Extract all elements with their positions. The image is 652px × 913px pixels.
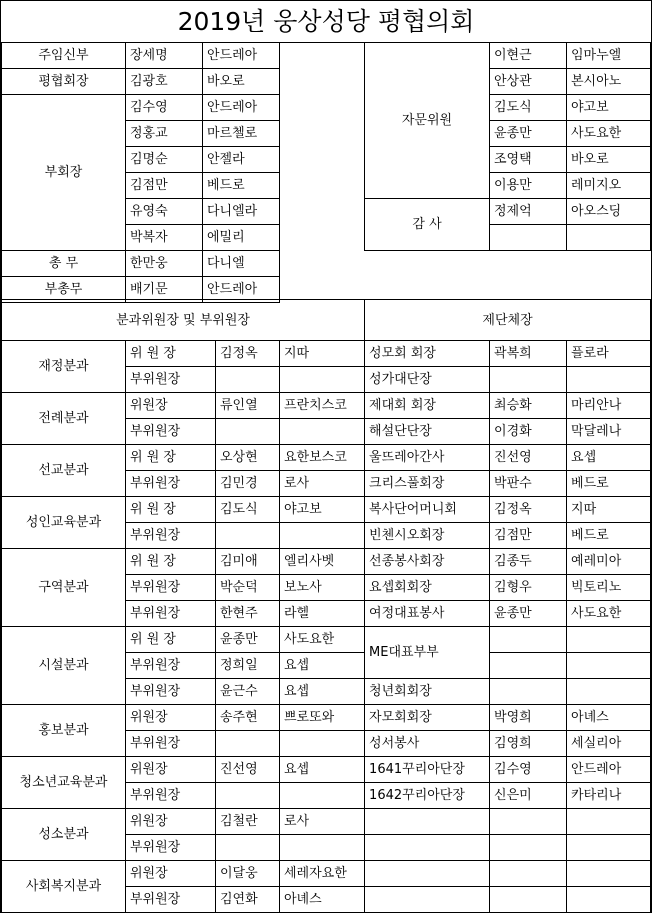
advisors-label: 자문위원 — [365, 43, 490, 199]
name-cell: 장세명 — [126, 43, 203, 69]
organization-cell: 복사단어머니회 — [365, 497, 490, 523]
head-cell: 박판수 — [490, 471, 567, 497]
table-row — [2, 445, 651, 471]
committee-cell: 홍보분과 — [2, 705, 126, 757]
organization-cell: 청년회회장 — [365, 679, 490, 705]
saint-cell: 임마누엘 — [567, 43, 651, 69]
saint-cell — [567, 627, 651, 653]
saint-cell: 사도요한 — [280, 627, 365, 653]
role-cell: 부위원장 — [126, 679, 216, 705]
role-cell: 부위원장 — [126, 601, 216, 627]
committee-cell: 성소분과 — [2, 809, 126, 861]
role-cell: 부위원장 — [126, 523, 216, 549]
name-cell: 한만웅 — [126, 251, 203, 277]
saint-cell — [567, 367, 651, 393]
saint-cell: 야고보 — [567, 95, 651, 121]
role-cell: 위원장 — [126, 393, 216, 419]
head-cell: 진선영 — [490, 445, 567, 471]
name-cell: 류인열 — [216, 393, 280, 419]
saint-cell — [280, 835, 365, 861]
saint-cell: 엘리사벳 — [280, 549, 365, 575]
officers-table — [1, 42, 280, 303]
head-cell — [490, 627, 567, 653]
name-cell: 김미애 — [216, 549, 280, 575]
name-cell: 김정옥 — [216, 341, 280, 367]
role-cell: 위원장 — [126, 705, 216, 731]
name-cell: 오상현 — [216, 445, 280, 471]
head-cell — [490, 887, 567, 913]
saint-cell: 로사 — [280, 809, 365, 835]
head-cell: 이경화 — [490, 419, 567, 445]
saint-cell: 로사 — [280, 471, 365, 497]
committee-cell: 재정분과 — [2, 341, 126, 393]
table-row — [2, 497, 651, 523]
saint-cell — [567, 835, 651, 861]
saint-cell — [567, 809, 651, 835]
head-cell: 곽복희 — [490, 341, 567, 367]
saint-cell: 바오로 — [567, 147, 651, 173]
organization-cell: 선종봉사회장 — [365, 549, 490, 575]
saint-cell — [280, 731, 365, 757]
auditor-label: 감 사 — [365, 199, 490, 251]
page-title: 2019년 웅상성당 평협의회 — [2, 2, 650, 43]
saint-cell: 사도요한 — [567, 121, 651, 147]
saint-cell: 안드레아 — [203, 277, 280, 303]
saint-cell: 세레자요한 — [280, 861, 365, 887]
saint-cell: 아녜스 — [567, 705, 651, 731]
head-cell: 윤종만 — [490, 601, 567, 627]
role-cell: 부위원장 — [126, 731, 216, 757]
organization-cell — [365, 887, 490, 913]
organization-cell — [365, 809, 490, 835]
organization-cell: 해설단단장 — [365, 419, 490, 445]
name-cell: 김광호 — [126, 69, 203, 95]
role-cell: 부위원장 — [126, 835, 216, 861]
name-cell: 이현근 — [490, 43, 567, 69]
name-cell: 김도식 — [216, 497, 280, 523]
section-header-organizations: 제단체장 — [365, 300, 651, 341]
saint-cell: 바오로 — [203, 69, 280, 95]
name-cell: 김연화 — [216, 887, 280, 913]
saint-cell: 아녜스 — [280, 887, 365, 913]
name-cell: 김수영 — [126, 95, 203, 121]
name-cell: 이달웅 — [216, 861, 280, 887]
head-cell: 김정옥 — [490, 497, 567, 523]
name-cell: 정희일 — [216, 653, 280, 679]
role-cell: 총 무 — [2, 251, 126, 277]
role-cell: 위원장 — [126, 809, 216, 835]
role-cell: 부총무 — [2, 277, 126, 303]
head-cell: 김수영 — [490, 757, 567, 783]
table-row — [2, 549, 651, 575]
committee-cell: 전례분과 — [2, 393, 126, 445]
name-cell — [216, 419, 280, 445]
table-row — [2, 95, 280, 121]
saint-cell: 안드레아 — [567, 757, 651, 783]
role-cell: 위 원 장 — [126, 549, 216, 575]
table-row — [2, 861, 651, 887]
organization-cell: 제대회 회장 — [365, 393, 490, 419]
head-cell — [490, 861, 567, 887]
name-cell: 김도식 — [490, 95, 567, 121]
role-cell: 부위원장 — [126, 575, 216, 601]
saint-cell: 빅토리노 — [567, 575, 651, 601]
committee-cell: 사회복지분과 — [2, 861, 126, 913]
saint-cell — [280, 783, 365, 809]
name-cell: 조영택 — [490, 147, 567, 173]
head-cell: 김점만 — [490, 523, 567, 549]
organization-cell — [365, 835, 490, 861]
name-cell: 박복자 — [126, 225, 203, 251]
role-cell: 부위원장 — [126, 653, 216, 679]
saint-cell — [567, 653, 651, 679]
name-cell: 김민경 — [216, 471, 280, 497]
role-cell: 위원장 — [126, 861, 216, 887]
head-cell — [490, 653, 567, 679]
name-cell: 윤근수 — [216, 679, 280, 705]
head-cell: 박영희 — [490, 705, 567, 731]
saint-cell: 요한보스코 — [280, 445, 365, 471]
saint-cell: 지따 — [280, 341, 365, 367]
table-row — [2, 393, 651, 419]
saint-cell: 라헬 — [280, 601, 365, 627]
name-cell: 배기문 — [126, 277, 203, 303]
saint-cell — [567, 225, 651, 251]
name-cell: 유영숙 — [126, 199, 203, 225]
role-cell: 평협회장 — [2, 69, 126, 95]
saint-cell: 안드레아 — [203, 43, 280, 69]
head-cell: 신은미 — [490, 783, 567, 809]
saint-cell: 요셉 — [280, 679, 365, 705]
table-row — [2, 69, 280, 95]
saint-cell — [280, 419, 365, 445]
saint-cell: 안드레아 — [203, 95, 280, 121]
saint-cell: 요셉 — [567, 445, 651, 471]
saint-cell — [567, 679, 651, 705]
saint-cell: 에밀리 — [203, 225, 280, 251]
saint-cell: 베드로 — [203, 173, 280, 199]
saint-cell: 다니엘라 — [203, 199, 280, 225]
committee-cell: 선교분과 — [2, 445, 126, 497]
head-cell — [490, 809, 567, 835]
saint-cell: 보노사 — [280, 575, 365, 601]
saint-cell: 요셉 — [280, 653, 365, 679]
table-row — [2, 705, 651, 731]
saint-cell: 마리안나 — [567, 393, 651, 419]
saint-cell: 베드로 — [567, 471, 651, 497]
name-cell: 김점만 — [126, 173, 203, 199]
name-cell: 송주현 — [216, 705, 280, 731]
name-cell — [216, 731, 280, 757]
head-cell: 김형우 — [490, 575, 567, 601]
table-row — [2, 251, 280, 277]
section-header-row — [2, 300, 651, 341]
saint-cell: 야고보 — [280, 497, 365, 523]
role-cell: 부위원장 — [126, 887, 216, 913]
saint-cell: 세실리아 — [567, 731, 651, 757]
table-row — [365, 199, 651, 225]
saint-cell: 요셉 — [280, 757, 365, 783]
name-cell: 진선영 — [216, 757, 280, 783]
committee-cell: 청소년교육분과 — [2, 757, 126, 809]
name-cell: 이용만 — [490, 173, 567, 199]
name-cell — [216, 367, 280, 393]
table-row — [2, 757, 651, 783]
role-cell: 위 원 장 — [126, 341, 216, 367]
name-cell: 윤종만 — [490, 121, 567, 147]
name-cell: 박순덕 — [216, 575, 280, 601]
committee-cell: 시설분과 — [2, 627, 126, 705]
table-row — [2, 809, 651, 835]
organization-cell: 여정대표봉사 — [365, 601, 490, 627]
saint-cell — [567, 887, 651, 913]
saint-cell: 프란치스코 — [280, 393, 365, 419]
organization-cell: 요셉회회장 — [365, 575, 490, 601]
saint-cell: 레미지오 — [567, 173, 651, 199]
head-cell — [490, 835, 567, 861]
name-cell — [216, 523, 280, 549]
role-cell: 위 원 장 — [126, 445, 216, 471]
saint-cell: 베드로 — [567, 523, 651, 549]
saint-cell: 사도요한 — [567, 601, 651, 627]
saint-cell: 막달레나 — [567, 419, 651, 445]
name-cell: 정홍교 — [126, 121, 203, 147]
committee-cell: 구역분과 — [2, 549, 126, 627]
name-cell: 한현주 — [216, 601, 280, 627]
table-row — [365, 43, 651, 69]
saint-cell: 본시아노 — [567, 69, 651, 95]
role-cell: 위원장 — [126, 757, 216, 783]
committees-table — [1, 299, 651, 913]
saint-cell — [567, 861, 651, 887]
organization-cell: 자모회회장 — [365, 705, 490, 731]
name-cell — [490, 225, 567, 251]
saint-cell: 카타리나 — [567, 783, 651, 809]
organization-cell: 크리스풀회장 — [365, 471, 490, 497]
role-cell: 주임신부 — [2, 43, 126, 69]
organization-cell: ME대표부부 — [365, 627, 490, 679]
committee-cell: 성인교육분과 — [2, 497, 126, 549]
role-cell: 위 원 장 — [126, 627, 216, 653]
advisors-table — [364, 42, 651, 251]
table-row — [2, 43, 280, 69]
saint-cell: 안젤라 — [203, 147, 280, 173]
organization-cell: 빈첸시오회장 — [365, 523, 490, 549]
organization-cell: 성모회 회장 — [365, 341, 490, 367]
vice-president-label: 부회장 — [2, 95, 126, 251]
head-cell — [490, 367, 567, 393]
saint-cell: 플로라 — [567, 341, 651, 367]
name-cell — [216, 835, 280, 861]
saint-cell — [280, 523, 365, 549]
saint-cell: 예레미아 — [567, 549, 651, 575]
head-cell: 김영희 — [490, 731, 567, 757]
head-cell — [490, 679, 567, 705]
head-cell: 김종두 — [490, 549, 567, 575]
organization-cell: 울뜨레아간사 — [365, 445, 490, 471]
saint-cell: 마르첼로 — [203, 121, 280, 147]
role-cell: 부위원장 — [126, 419, 216, 445]
organization-cell: 1642꾸리아단장 — [365, 783, 490, 809]
name-cell: 안상관 — [490, 69, 567, 95]
saint-cell — [280, 367, 365, 393]
role-cell: 위 원 장 — [126, 497, 216, 523]
table-row — [2, 341, 651, 367]
organization-cell — [365, 861, 490, 887]
organization-cell: 1641꾸리아단장 — [365, 757, 490, 783]
name-cell — [216, 783, 280, 809]
section-header-committees: 분과위원장 및 부위원장 — [2, 300, 365, 341]
saint-cell: 지따 — [567, 497, 651, 523]
role-cell: 부위원장 — [126, 367, 216, 393]
saint-cell: 쁘로또와 — [280, 705, 365, 731]
head-cell: 최승화 — [490, 393, 567, 419]
name-cell: 김명순 — [126, 147, 203, 173]
name-cell: 윤종만 — [216, 627, 280, 653]
name-cell: 김철란 — [216, 809, 280, 835]
role-cell: 부위원장 — [126, 471, 216, 497]
role-cell: 부위원장 — [126, 783, 216, 809]
table-row — [2, 627, 651, 653]
organization-cell: 성서봉사 — [365, 731, 490, 757]
saint-cell: 아오스딩 — [567, 199, 651, 225]
organization-cell: 성가대단장 — [365, 367, 490, 393]
saint-cell: 다니엘 — [203, 251, 280, 277]
name-cell: 정제억 — [490, 199, 567, 225]
